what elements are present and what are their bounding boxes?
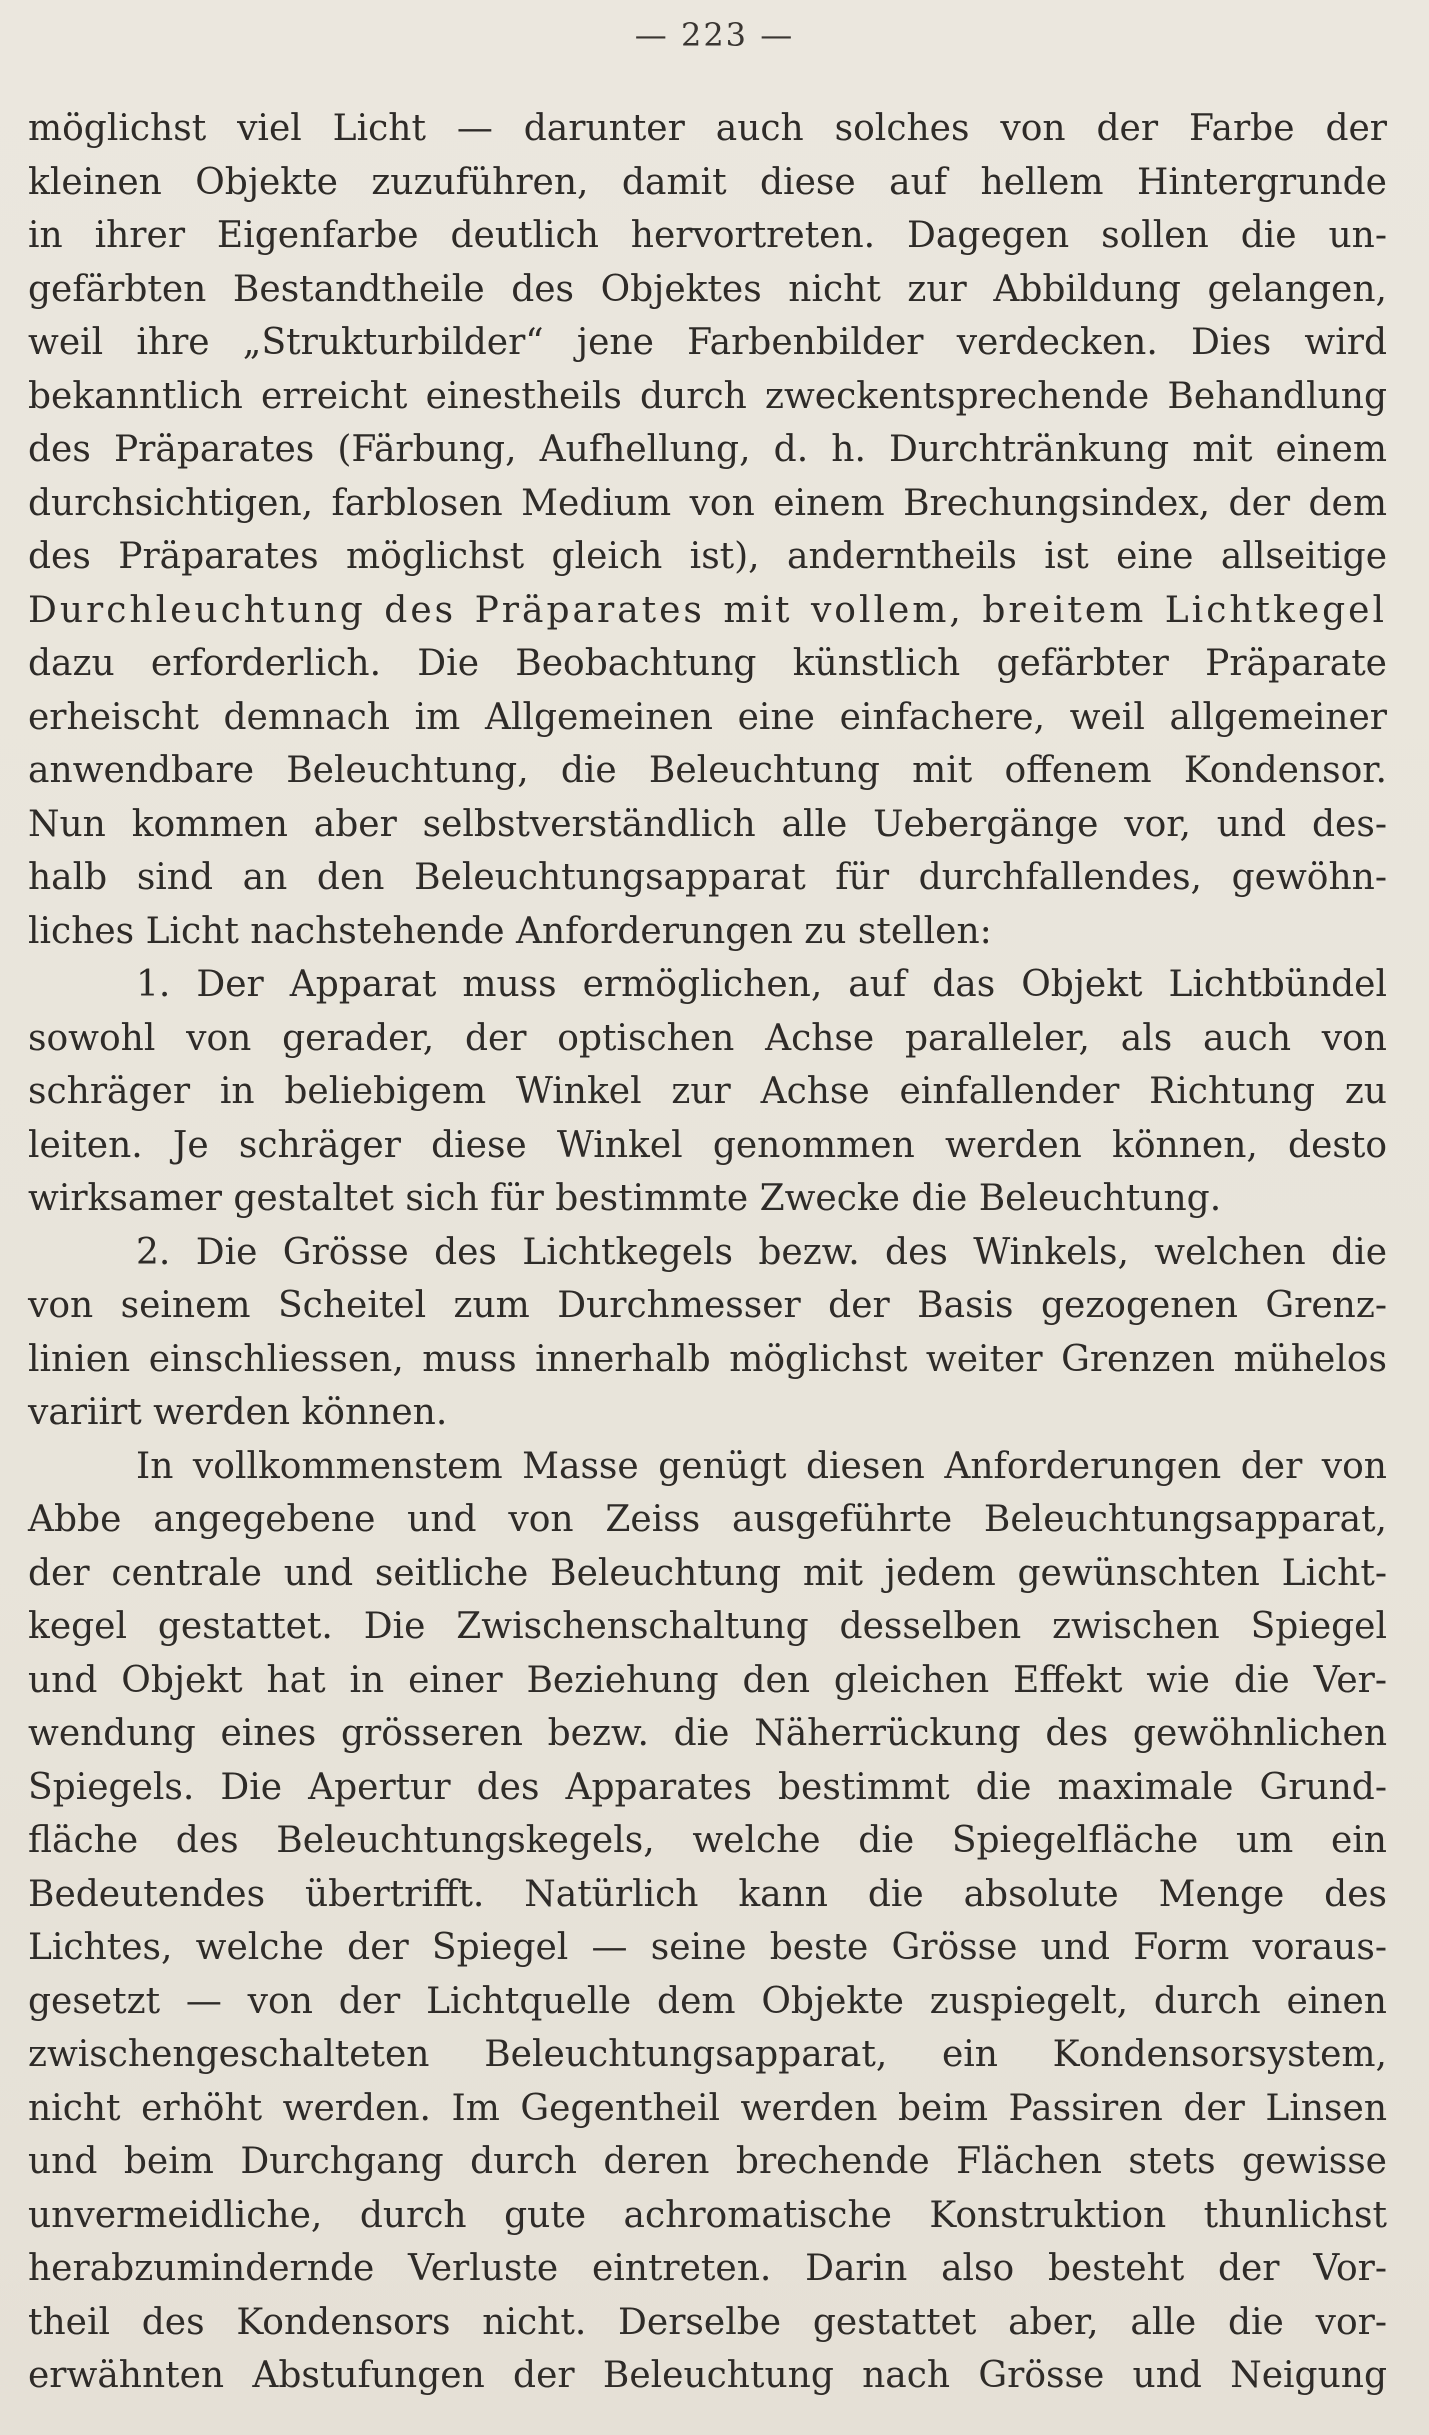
text-line: herabzumindernde Verluste eintreten. Darin also besteht der Vor- xyxy=(28,2248,1387,2289)
text-line: theil des Kondensors nicht. Derselbe gestattet aber, alle die vor- xyxy=(28,2301,1387,2343)
text-line: sowohl von gerader, der optischen Achse paralleler, als auch von xyxy=(28,1017,1387,1059)
text-line: kleinen Objekte zuzuführen, damit diese auf hellem Hintergrunde xyxy=(28,161,1387,203)
text-line: linien einschliessen, muss innerhalb möglichst weiter Grenzen mühelos xyxy=(28,1338,1387,1380)
body-text xyxy=(28,102,1387,2403)
text-line: durchsichtigen, farblosen Medium von einem Brechungsindex, der dem xyxy=(28,482,1387,524)
text-line: und beim Durchgang durch deren brechende Flächen stets gewisse xyxy=(28,2141,1387,2182)
text-line: 1. Der Apparat muss ermöglichen, auf das Objekt Lichtbündel xyxy=(136,964,1387,1005)
text-line: In vollkommenstem Masse genügt diesen Anforderungen der von xyxy=(136,1445,1387,1487)
text-line: liches Licht nachstehende Anforderungen zu stellen: xyxy=(28,910,992,952)
text-line: Nun kommen aber selbstverständlich alle Uebergänge vor, und des- xyxy=(28,803,1387,845)
text-line: erwähnten Abstufungen der Beleuchtung nach Grösse und Neigung xyxy=(28,2355,1387,2396)
text-line: bekanntlich erreicht einestheils durch zweckentsprechende Behandlung xyxy=(28,375,1387,417)
text-line: weil ihre „Strukturbilder“ jene Farbenbilder verdecken. Dies wird xyxy=(28,322,1387,363)
text-line: nicht erhöht werden. Im Gegentheil werden beim Passiren der Linsen xyxy=(28,2087,1387,2129)
text-line: des Präparates (Färbung, Aufhellung, d. h. Durchtränkung mit einem xyxy=(28,429,1387,470)
text-line: wirksamer gestaltet sich für bestimmte Zwecke die Beleuchtung. xyxy=(28,1178,1222,1219)
text-line: unvermeidliche, durch gute achromatische Konstruktion thunlichst xyxy=(28,2194,1387,2236)
text-line: zwischengeschalteten Beleuchtungsapparat, ein Kondensorsystem, xyxy=(28,2034,1387,2075)
text-line: fläche des Beleuchtungskegels, welche die Spiegelfläche um ein xyxy=(28,1820,1387,1861)
text-line: und Objekt hat in einer Beziehung den gleichen Effekt wie die Ver- xyxy=(28,1659,1387,1701)
text-line: Lichtes, welche der Spiegel — seine beste Grösse und Form voraus- xyxy=(28,1927,1387,1968)
text-line: Spiegels. Die Apertur des Apparates bestimmt die maximale Grund- xyxy=(28,1766,1387,1808)
text-line: halb sind an den Beleuchtungsapparat für durchfallendes, gewöhn- xyxy=(28,857,1387,898)
text-line: kegel gestattet. Die Zwischenschaltung desselben zwischen Spiegel xyxy=(28,1606,1387,1647)
text-line: 2. Die Grösse des Lichtkegels bezw. des Winkels, welchen die xyxy=(136,1231,1387,1273)
text-line: des Präparates möglichst gleich ist), anderntheils ist eine allseitige xyxy=(28,536,1387,577)
text-line: erheischt demnach im Allgemeinen eine einfachere, weil allgemeiner xyxy=(28,696,1387,738)
text-line: möglichst viel Licht — darunter auch solches von der Farbe der xyxy=(28,108,1387,149)
page-number: — 223 — xyxy=(634,16,795,54)
paragraph-requirement-1 xyxy=(28,958,1387,1226)
text-line: Bedeutendes übertrifft. Natürlich kann die absolute Menge des xyxy=(28,1873,1387,1915)
text-line: schräger in beliebigem Winkel zur Achse einfallender Richtung zu xyxy=(28,1071,1387,1112)
text-line: variirt werden können. xyxy=(28,1392,448,1433)
text-line: Durchleuchtung des Präparates mit vollem, breitem Lichtkegel xyxy=(28,589,1387,631)
text-line: der centrale und seitliche Beleuchtung mit jedem gewünschten Licht- xyxy=(28,1552,1387,1594)
text-line: dazu erforderlich. Die Beobachtung künstlich gefärbter Präparate xyxy=(28,643,1387,684)
text-line: Abbe angegebene und von Zeiss ausgeführte Beleuchtungsapparat, xyxy=(28,1499,1387,1540)
text-line: in ihrer Eigenfarbe deutlich hervortreten. Dagegen sollen die un- xyxy=(28,215,1387,256)
text-line: gesetzt — von der Lichtquelle dem Objekte zuspiegelt, durch einen xyxy=(28,1980,1387,2022)
text-line: anwendbare Beleuchtung, die Beleuchtung mit offenem Kondensor. xyxy=(28,750,1387,791)
paragraph-continuation xyxy=(28,102,1387,958)
paragraph-abbe-apparatus xyxy=(28,1440,1387,2403)
text-line: von seinem Scheitel zum Durchmesser der Basis gezogenen Grenz- xyxy=(28,1285,1387,1326)
text-line: wendung eines grösseren bezw. die Näherrückung des gewöhnlichen xyxy=(28,1713,1387,1754)
text-line: leiten. Je schräger diese Winkel genommen werden können, desto xyxy=(28,1124,1387,1166)
paragraph-requirement-2 xyxy=(28,1226,1387,1440)
text-line: gefärbten Bestandtheile des Objektes nicht zur Abbildung gelangen, xyxy=(28,268,1387,310)
